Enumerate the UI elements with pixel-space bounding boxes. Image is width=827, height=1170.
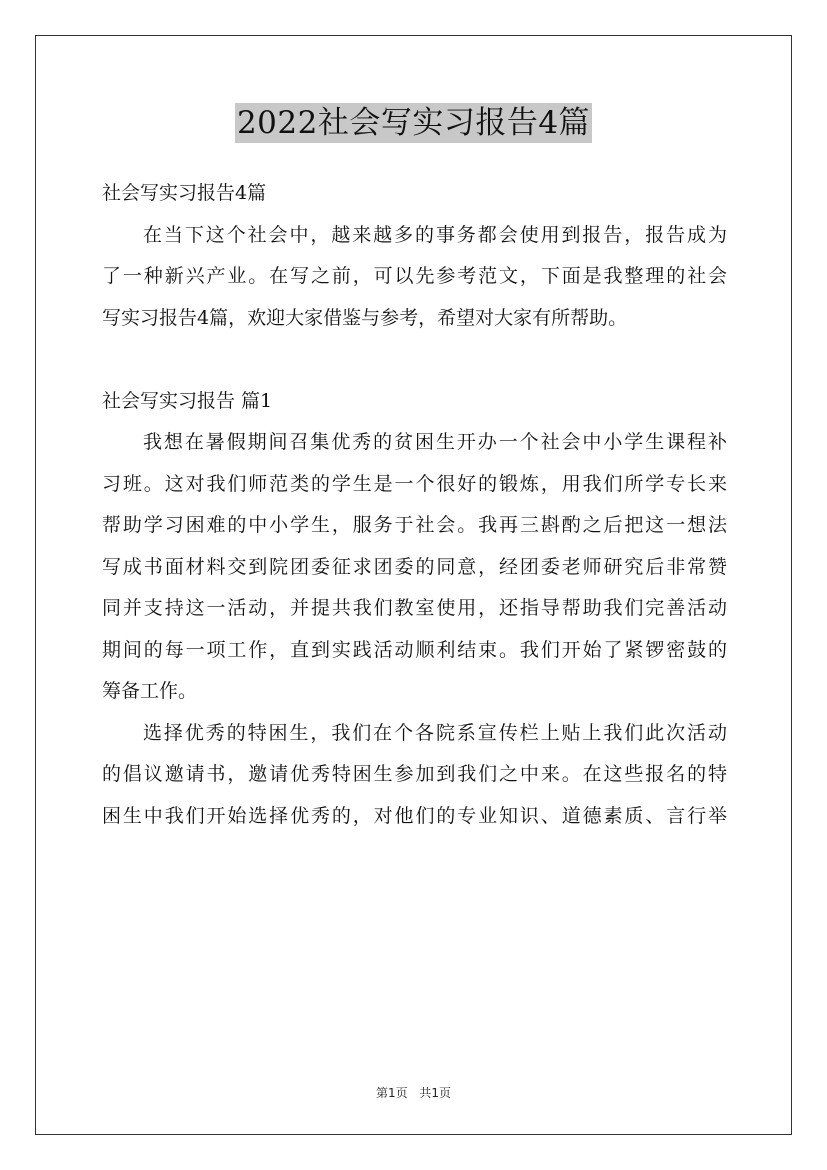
section-heading: 社会写实习报告 篇1 [102, 389, 273, 412]
document-title: 2022社会写实习报告4篇 [236, 105, 591, 141]
paragraph-line: 同并支持这一活动，并提共我们教室使用，还指导帮助我们完善活动 [102, 597, 727, 619]
page-number: 第1页 [375, 1086, 408, 1100]
paragraph-line: 的倡议邀请书，邀请优秀特困生参加到我们之中来。在这些报名的特 [102, 763, 727, 785]
paragraph-line: 困生中我们开始选择优秀的，对他们的专业知识、道德素质、言行举 [102, 804, 727, 827]
page-total: 共1页 [419, 1086, 452, 1100]
paragraph-line: 在当下这个社会中，越来越多的事务都会使用到报告，报告成为 [143, 223, 727, 246]
section1-paragraph-2 [102, 713, 727, 838]
document-body [102, 173, 727, 837]
paragraph-line: 选择优秀的特困生，我们在个各院系宣传栏上贴上我们此次活动 [143, 721, 727, 744]
paragraph-line: 写成书面材料交到院团委征求团委的同意，经团委老师研究后非常赞 [102, 555, 727, 578]
paragraph-line: 帮助学习困难的中小学生，服务于社会。我再三斟酌之后把这一想法 [102, 514, 727, 536]
intro-paragraph [102, 215, 727, 340]
page-footer [0, 1085, 827, 1101]
spacer [102, 339, 727, 381]
paragraph-line: 了一种新兴产业。在写之前，可以先参考范文，下面是我整理的社会 [102, 265, 727, 287]
paragraph-line: 习班。这对我们师范类的学生是一个很好的锻炼，用我们所学专长来 [102, 472, 727, 495]
paragraph-line: 期间的每一项工作，直到实践活动顺利结束。我们开始了紧锣密鼓的 [102, 638, 727, 661]
paragraph-line: 写实习报告4篇，欢迎大家借鉴与参考，希望对大家有所帮助。 [102, 306, 628, 329]
paragraph-line: 我想在暑假期间召集优秀的贫困生开办一个社会中小学生课程补 [143, 431, 727, 453]
title-container [0, 103, 827, 143]
document-subtitle: 社会写实习报告4篇 [102, 182, 267, 204]
paragraph-line: 筹备工作。 [102, 680, 198, 702]
section1-paragraph-1 [102, 422, 727, 713]
